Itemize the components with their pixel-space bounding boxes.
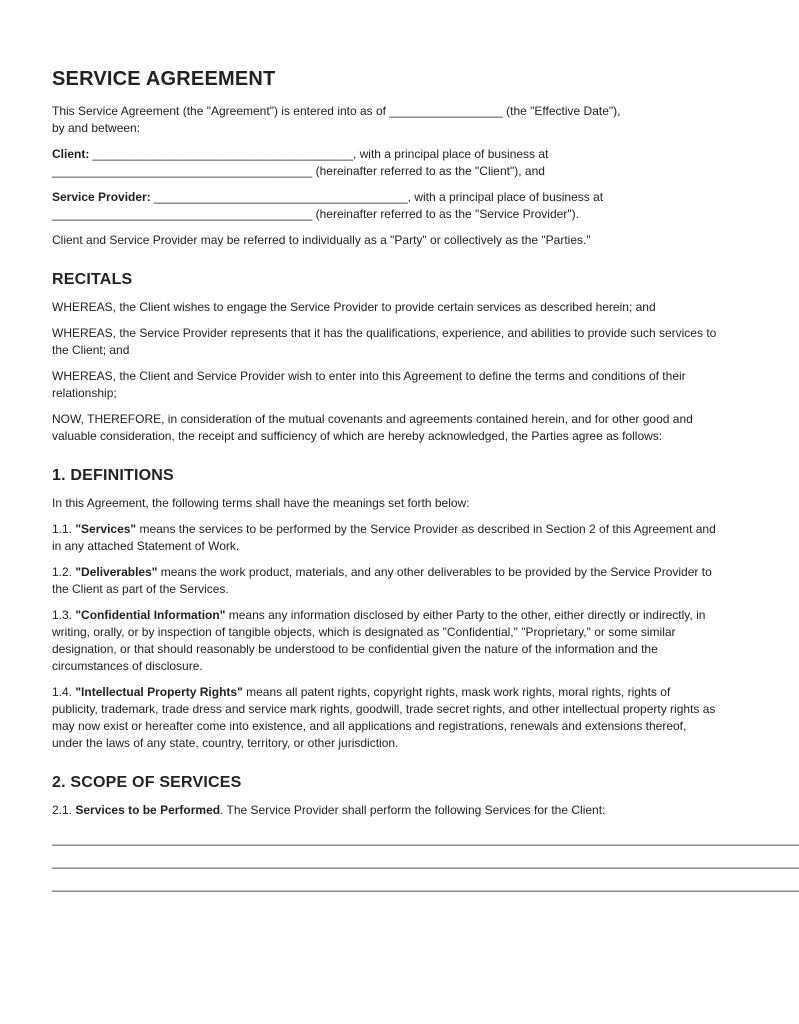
intro-line-1: This Service Agreement (the "Agreement") is entered into as of _________________ (the "Effective Date"), xyxy=(52,104,621,118)
intro-line-2: by and between: xyxy=(52,121,141,135)
recitals-heading: RECITALS xyxy=(52,271,133,288)
definition-item: 1.2. "Deliverables" means the work product, materials, and any other deliverables to be provided by the Service Provider to the Client as part of the Services. xyxy=(52,565,712,596)
scope-term: Services to be Performed xyxy=(75,803,221,817)
provider-paragraph xyxy=(52,189,718,223)
scope-item: 2.1. Services to be Performed. The Service Provider shall perform the following Services for the Client: xyxy=(52,803,606,817)
services-blank-line[interactable]: ________________________________________________________________________________________________________________ xyxy=(52,832,799,846)
client-line-2: _______________________________________ (hereinafter referred to as the "Client"), and xyxy=(52,164,545,178)
provider-line-1: ______________________________________, with a principal place of business at xyxy=(150,190,604,204)
intro-paragraph xyxy=(52,103,718,137)
client-label: Client: xyxy=(52,147,90,161)
definition-item: 1.4. "Intellectual Property Rights" means all patent rights, copyright rights, mask work rights, moral rights, rights of publicity, trademark, trade dress and service mark rights, goodwill, trade secret rights, and other intellectual property rights as may now exist or hereafter come into existence, and all applications and registrations, renewals and extensions thereof, under the laws of any state, country, territory, or other jurisdiction. xyxy=(52,685,716,750)
recital-paragraph: WHEREAS, the Service Provider represents that it has the qualifications, experience, and abilities to provide such services to the Client; and xyxy=(52,326,717,357)
definition-term: "Deliverables" xyxy=(75,565,158,579)
definitions-intro: In this Agreement, the following terms shall have the meanings set forth below: xyxy=(52,496,470,510)
definitions-section xyxy=(52,467,718,752)
definition-term: "Intellectual Property Rights" xyxy=(75,685,243,699)
provider-label: Service Provider: xyxy=(52,190,151,204)
recital-paragraph: WHEREAS, the Client wishes to engage the Service Provider to provide certain services as described herein; and xyxy=(52,300,656,314)
parties-paragraph: Client and Service Provider may be referred to individually as a "Party" or collectively as the "Parties." xyxy=(52,233,591,247)
definition-term: "Services" xyxy=(75,522,137,536)
provider-line-2: _______________________________________ (hereinafter referred to as the "Service Provider"). xyxy=(52,207,579,221)
scope-section xyxy=(52,774,799,897)
client-paragraph xyxy=(52,146,718,180)
scope-heading: 2. SCOPE OF SERVICES xyxy=(52,774,242,791)
definition-item: 1.1. "Services" means the services to be performed by the Service Provider as described in Section 2 of this Agreement and in any attached Statement of Work. xyxy=(52,522,716,553)
definition-item: 1.3. "Confidential Information" means any information disclosed by either Party to the other, either directly or indirectly, in writing, orally, or by inspection of tangible objects, which is designated as "Confidential," "Proprietary," or some similar designation, or that should reasonably be understood to be confidential given the nature of the information and the circumstances of disclosure. xyxy=(52,608,706,673)
client-line-1: _______________________________________, with a principal place of business at xyxy=(89,147,549,161)
definition-term: "Confidential Information" xyxy=(75,608,226,622)
definitions-heading: 1. DEFINITIONS xyxy=(52,467,174,484)
recital-paragraph: WHEREAS, the Client and Service Provider wish to enter into this Agreement to define the terms and conditions of their relationship; xyxy=(52,369,686,400)
services-blank-line[interactable]: ________________________________________________________________________________________________________________ xyxy=(52,855,799,869)
document-title: SERVICE AGREEMENT xyxy=(52,68,276,90)
recitals-section xyxy=(52,271,718,445)
recital-paragraph: NOW, THEREFORE, in consideration of the mutual covenants and agreements contained herein, and for other good and valuable consideration, the receipt and sufficiency of which are hereby acknowledged, the Parties agree as follows: xyxy=(52,412,693,443)
services-blank-line[interactable]: ________________________________________________________________________________________________________________ xyxy=(52,878,799,892)
